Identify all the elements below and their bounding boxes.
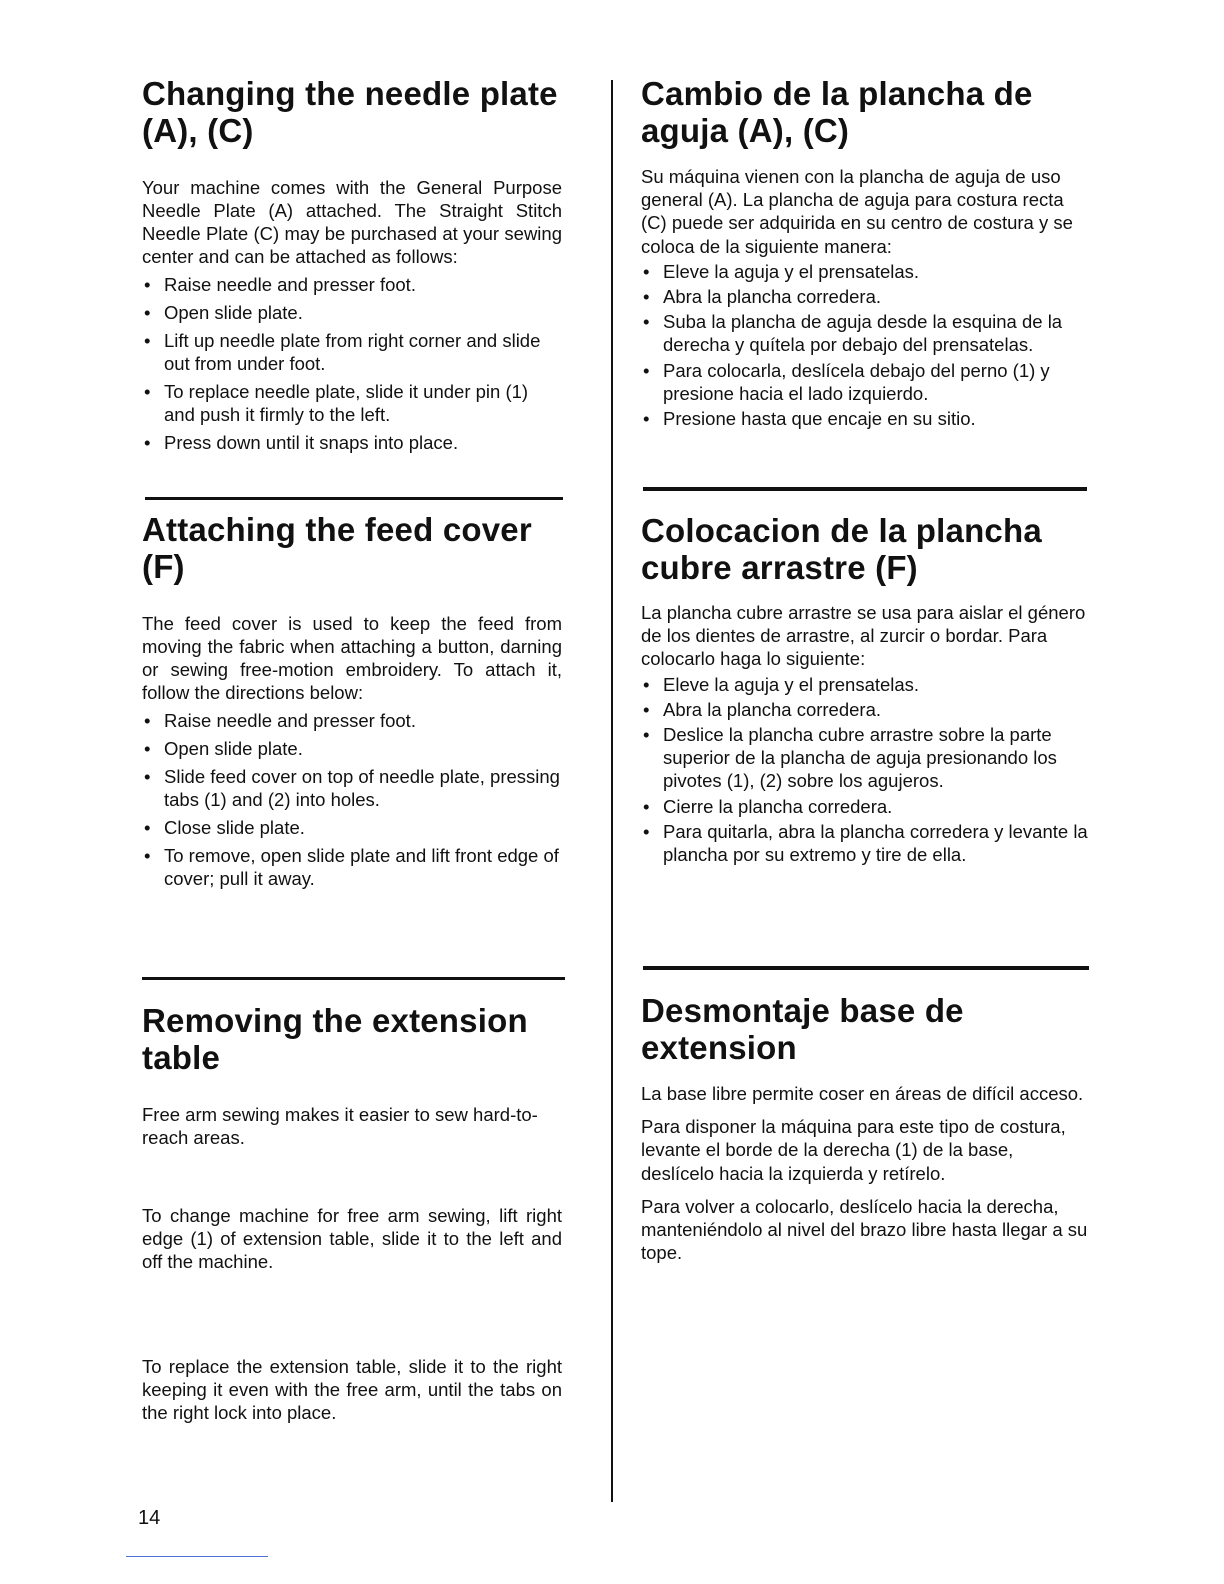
footer-line	[126, 1556, 268, 1557]
list-item: • Presione hasta que encaje en su sitio.	[641, 407, 1089, 430]
section-title: Desmontaje base de extension	[641, 992, 964, 1066]
section-divider	[145, 497, 563, 500]
section-title: Removing the extension table	[142, 1002, 528, 1076]
list-item: • Abra la plancha corredera.	[641, 698, 1089, 721]
section-intro: The feed cover is used to keep the feed from moving the fabric when attaching a button, darning or sewing free-motion embroidery. To attach it, follow the directions below:	[142, 613, 562, 703]
paragraph: Para volver a colocarlo, deslícelo hacia la derecha, manteniéndolo al nivel del brazo libre hasta llegar a su tope.	[641, 1195, 1088, 1264]
list-item: • Para quitarla, abra la plancha corredera y levante la plancha por su extremo y tire de ella.	[641, 820, 1089, 866]
list-item: • Lift up needle plate from right corner and slide out from under foot.	[142, 329, 562, 375]
list-item: • Open slide plate.	[142, 301, 562, 324]
list-item: • Slide feed cover on top of needle plate, pressing tabs (1) and (2) into holes.	[142, 765, 562, 811]
list-item: • Raise needle and presser foot.	[142, 709, 562, 732]
paragraph: Para disponer la máquina para este tipo de costura, levante el borde de la derecha (1) de la base, deslícelo hacia la izquierda y retírelo.	[641, 1116, 1066, 1184]
steps-list	[142, 273, 562, 454]
section-title: Colocacion de la plancha cubre arrastre (F)	[641, 512, 1042, 586]
list-item: • Raise needle and presser foot.	[142, 273, 562, 296]
list-item: • Abra la plancha corredera.	[641, 285, 1089, 308]
section-intro: Su máquina vienen con la plancha de aguja de uso general (A). La plancha de aguja para costura recta (C) puede ser adquirida en su centro de costura y se coloca de la siguiente manera:	[641, 166, 1073, 257]
paragraph: La base libre permite coser en áreas de difícil acceso.	[641, 1083, 1084, 1104]
paragraph: To replace the extension table, slide it to the right keeping it even with the free arm, until the tabs on the right lock into place.	[142, 1356, 562, 1423]
steps-list	[142, 709, 562, 890]
section-title: Attaching the feed cover (F)	[142, 511, 532, 585]
section-divider	[643, 966, 1089, 970]
section-divider	[142, 977, 565, 980]
section-extension-table-en	[142, 1002, 562, 1423]
steps-list	[641, 673, 1089, 867]
list-item: • Eleve la aguja y el prensatelas.	[641, 260, 1089, 283]
section-feed-cover-en	[142, 511, 562, 890]
section-needle-plate-es	[641, 75, 1089, 430]
steps-list	[641, 260, 1089, 430]
section-needle-plate-en	[142, 75, 562, 454]
list-item: • Suba la plancha de aguja desde la esquina de la derecha y quítela por debajo del prensatelas.	[641, 310, 1089, 356]
section-title: Cambio de la plancha de aguja (A), (C)	[641, 75, 1033, 149]
section-intro: La plancha cubre arrastre se usa para aislar el género de los dientes de arrastre, al zurcir o bordar. Para colocarlo haga lo siguiente:	[641, 602, 1086, 670]
column-divider	[611, 80, 613, 1502]
list-item: • To replace needle plate, slide it under pin (1) and push it firmly to the left.	[142, 380, 562, 426]
list-item: • To remove, open slide plate and lift front edge of cover; pull it away.	[142, 844, 562, 890]
section-divider	[643, 487, 1087, 491]
paragraph: To change machine for free arm sewing, lift right edge (1) of extension table, slide it to the left and off the machine.	[142, 1205, 562, 1272]
list-item: • Para colocarla, deslícela debajo del perno (1) y presione hacia el lado izquierdo.	[641, 359, 1089, 405]
list-item: • Press down until it snaps into place.	[142, 431, 562, 454]
list-item: • Eleve la aguja y el prensatelas.	[641, 673, 1089, 696]
section-intro: Your machine comes with the General Purpose Needle Plate (A) attached. The Straight Stitch Needle Plate (C) may be purchased at your sewing center and can be attached as follows:	[142, 177, 562, 267]
section-feed-cover-es	[641, 512, 1089, 866]
list-item: • Open slide plate.	[142, 737, 562, 760]
section-title: Changing the needle plate (A), (C)	[142, 75, 558, 149]
paragraph: Free arm sewing makes it easier to sew hard-to-reach areas.	[142, 1104, 538, 1148]
page-number: 14	[138, 1507, 161, 1529]
list-item: • Cierre la plancha corredera.	[641, 795, 1089, 818]
list-item: • Close slide plate.	[142, 816, 562, 839]
section-extension-table-es	[641, 992, 1089, 1264]
list-item: • Deslice la plancha cubre arrastre sobre la parte superior de la plancha de aguja presionando los pivotes (1), (2) sobre los agujeros.	[641, 723, 1089, 793]
